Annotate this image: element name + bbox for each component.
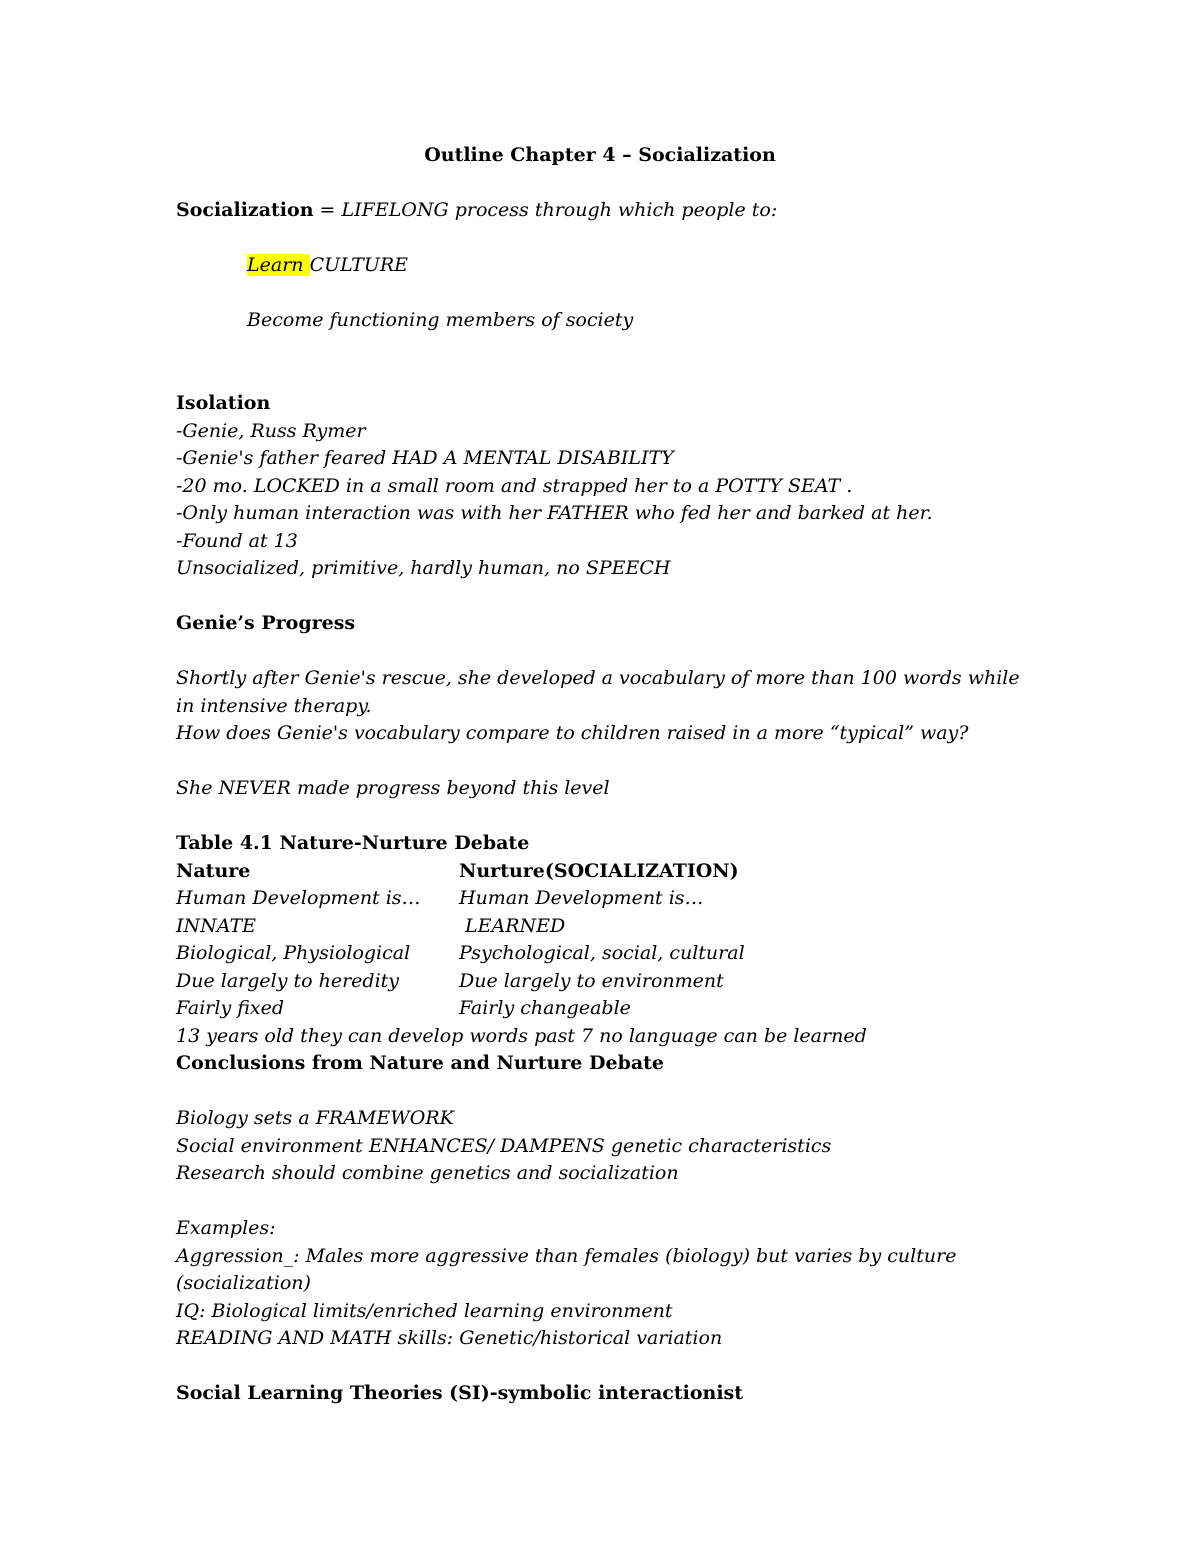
- isolation-line: -Found at 13: [176, 529, 298, 552]
- progress-note: She NEVER made progress beyond this level: [176, 777, 610, 799]
- conclusion-line: Biology sets a FRAMEWORK: [176, 1107, 454, 1129]
- genie-progress-heading: Genie’s Progress: [176, 612, 356, 634]
- table-row: [176, 968, 1036, 996]
- example-aggression: Aggression_: Males more aggressive than females (biology) but varies by culture: [176, 1244, 957, 1267]
- conclusion-line: Research should combine genetics and socialization: [176, 1162, 679, 1184]
- table-row: [176, 995, 1036, 1023]
- isolation-line: -Genie, Russ Rymer: [176, 419, 366, 442]
- learn-culture-item: [176, 252, 1036, 280]
- document-body: [176, 142, 1036, 1408]
- socialization-definition-text: LIFELONG process through which people to:: [341, 199, 778, 221]
- conclusion-line: Social environment ENHANCES/ DAMPENS genetic characteristics: [176, 1134, 832, 1157]
- table-col-nurture: Nurture(SOCIALIZATION): [459, 859, 739, 882]
- table-row: [176, 940, 1036, 968]
- socialization-definition: [176, 197, 1036, 225]
- example-aggression-cont: (socialization): [176, 1272, 311, 1294]
- progress-paragraph-line: in intensive therapy.: [176, 694, 372, 717]
- table-cell-nature: INNATE: [176, 914, 256, 937]
- progress-question: How does Genie's vocabulary compare to children raised in a more “typical” way?: [176, 722, 969, 744]
- table-cell-nurture: Human Development is…: [459, 887, 704, 909]
- table-cell-nurture: Psychological, social, cultural: [459, 942, 745, 964]
- example-reading-math: READING AND MATH skills: Genetic/historical variation: [176, 1327, 723, 1349]
- example-iq: IQ: Biological limits/enriched learning environment: [176, 1299, 673, 1322]
- table-col-nature: Nature: [176, 859, 251, 882]
- highlighted-learn: Learn: [247, 254, 310, 276]
- functioning-members-item: Become functioning members of society: [247, 309, 634, 331]
- table-row: [176, 885, 1036, 913]
- social-learning-heading: Social Learning Theories (SI)-symbolic interactionist: [176, 1382, 744, 1404]
- table-note: 13 years old they can develop words past 7 no language can be learned: [176, 1024, 867, 1047]
- table-header-row: [176, 858, 1036, 886]
- isolation-heading: Isolation: [176, 392, 271, 414]
- table-cell-nature: Biological, Physiological: [176, 942, 411, 964]
- table-heading: Table 4.1 Nature-Nurture Debate: [176, 832, 530, 854]
- equals-sign: =: [313, 199, 342, 221]
- isolation-line: Unsocialized, primitive, hardly human, no SPEECH: [176, 557, 671, 579]
- table-cell-nurture: LEARNED: [459, 914, 566, 937]
- table-cell-nurture: Due largely to environment: [459, 969, 724, 992]
- table-cell-nature: Due largely to heredity: [176, 969, 400, 992]
- table-cell-nurture: Fairly changeable: [459, 997, 631, 1019]
- isolation-line: -Only human interaction was with her FATHER who fed her and barked at her.: [176, 502, 933, 524]
- progress-paragraph-line: Shortly after Genie's rescue, she developed a vocabulary of more than 100 words while: [176, 667, 1020, 689]
- isolation-line: -Genie's father feared HAD A MENTAL DISABILITY: [176, 447, 674, 469]
- isolation-line: -20 mo. LOCKED in a small room and strapped her to a POTTY SEAT .: [176, 474, 853, 497]
- conclusions-heading: Conclusions from Nature and Nurture Debate: [176, 1052, 665, 1074]
- examples-label: Examples:: [176, 1217, 276, 1239]
- table-cell-nature: Human Development is…: [176, 887, 421, 909]
- table-row: [176, 913, 1036, 941]
- table-cell-nature: Fairly fixed: [176, 997, 285, 1019]
- page-title: Outline Chapter 4 – Socialization: [424, 144, 776, 166]
- culture-text: CULTURE: [309, 254, 409, 276]
- socialization-term: Socialization: [176, 199, 314, 221]
